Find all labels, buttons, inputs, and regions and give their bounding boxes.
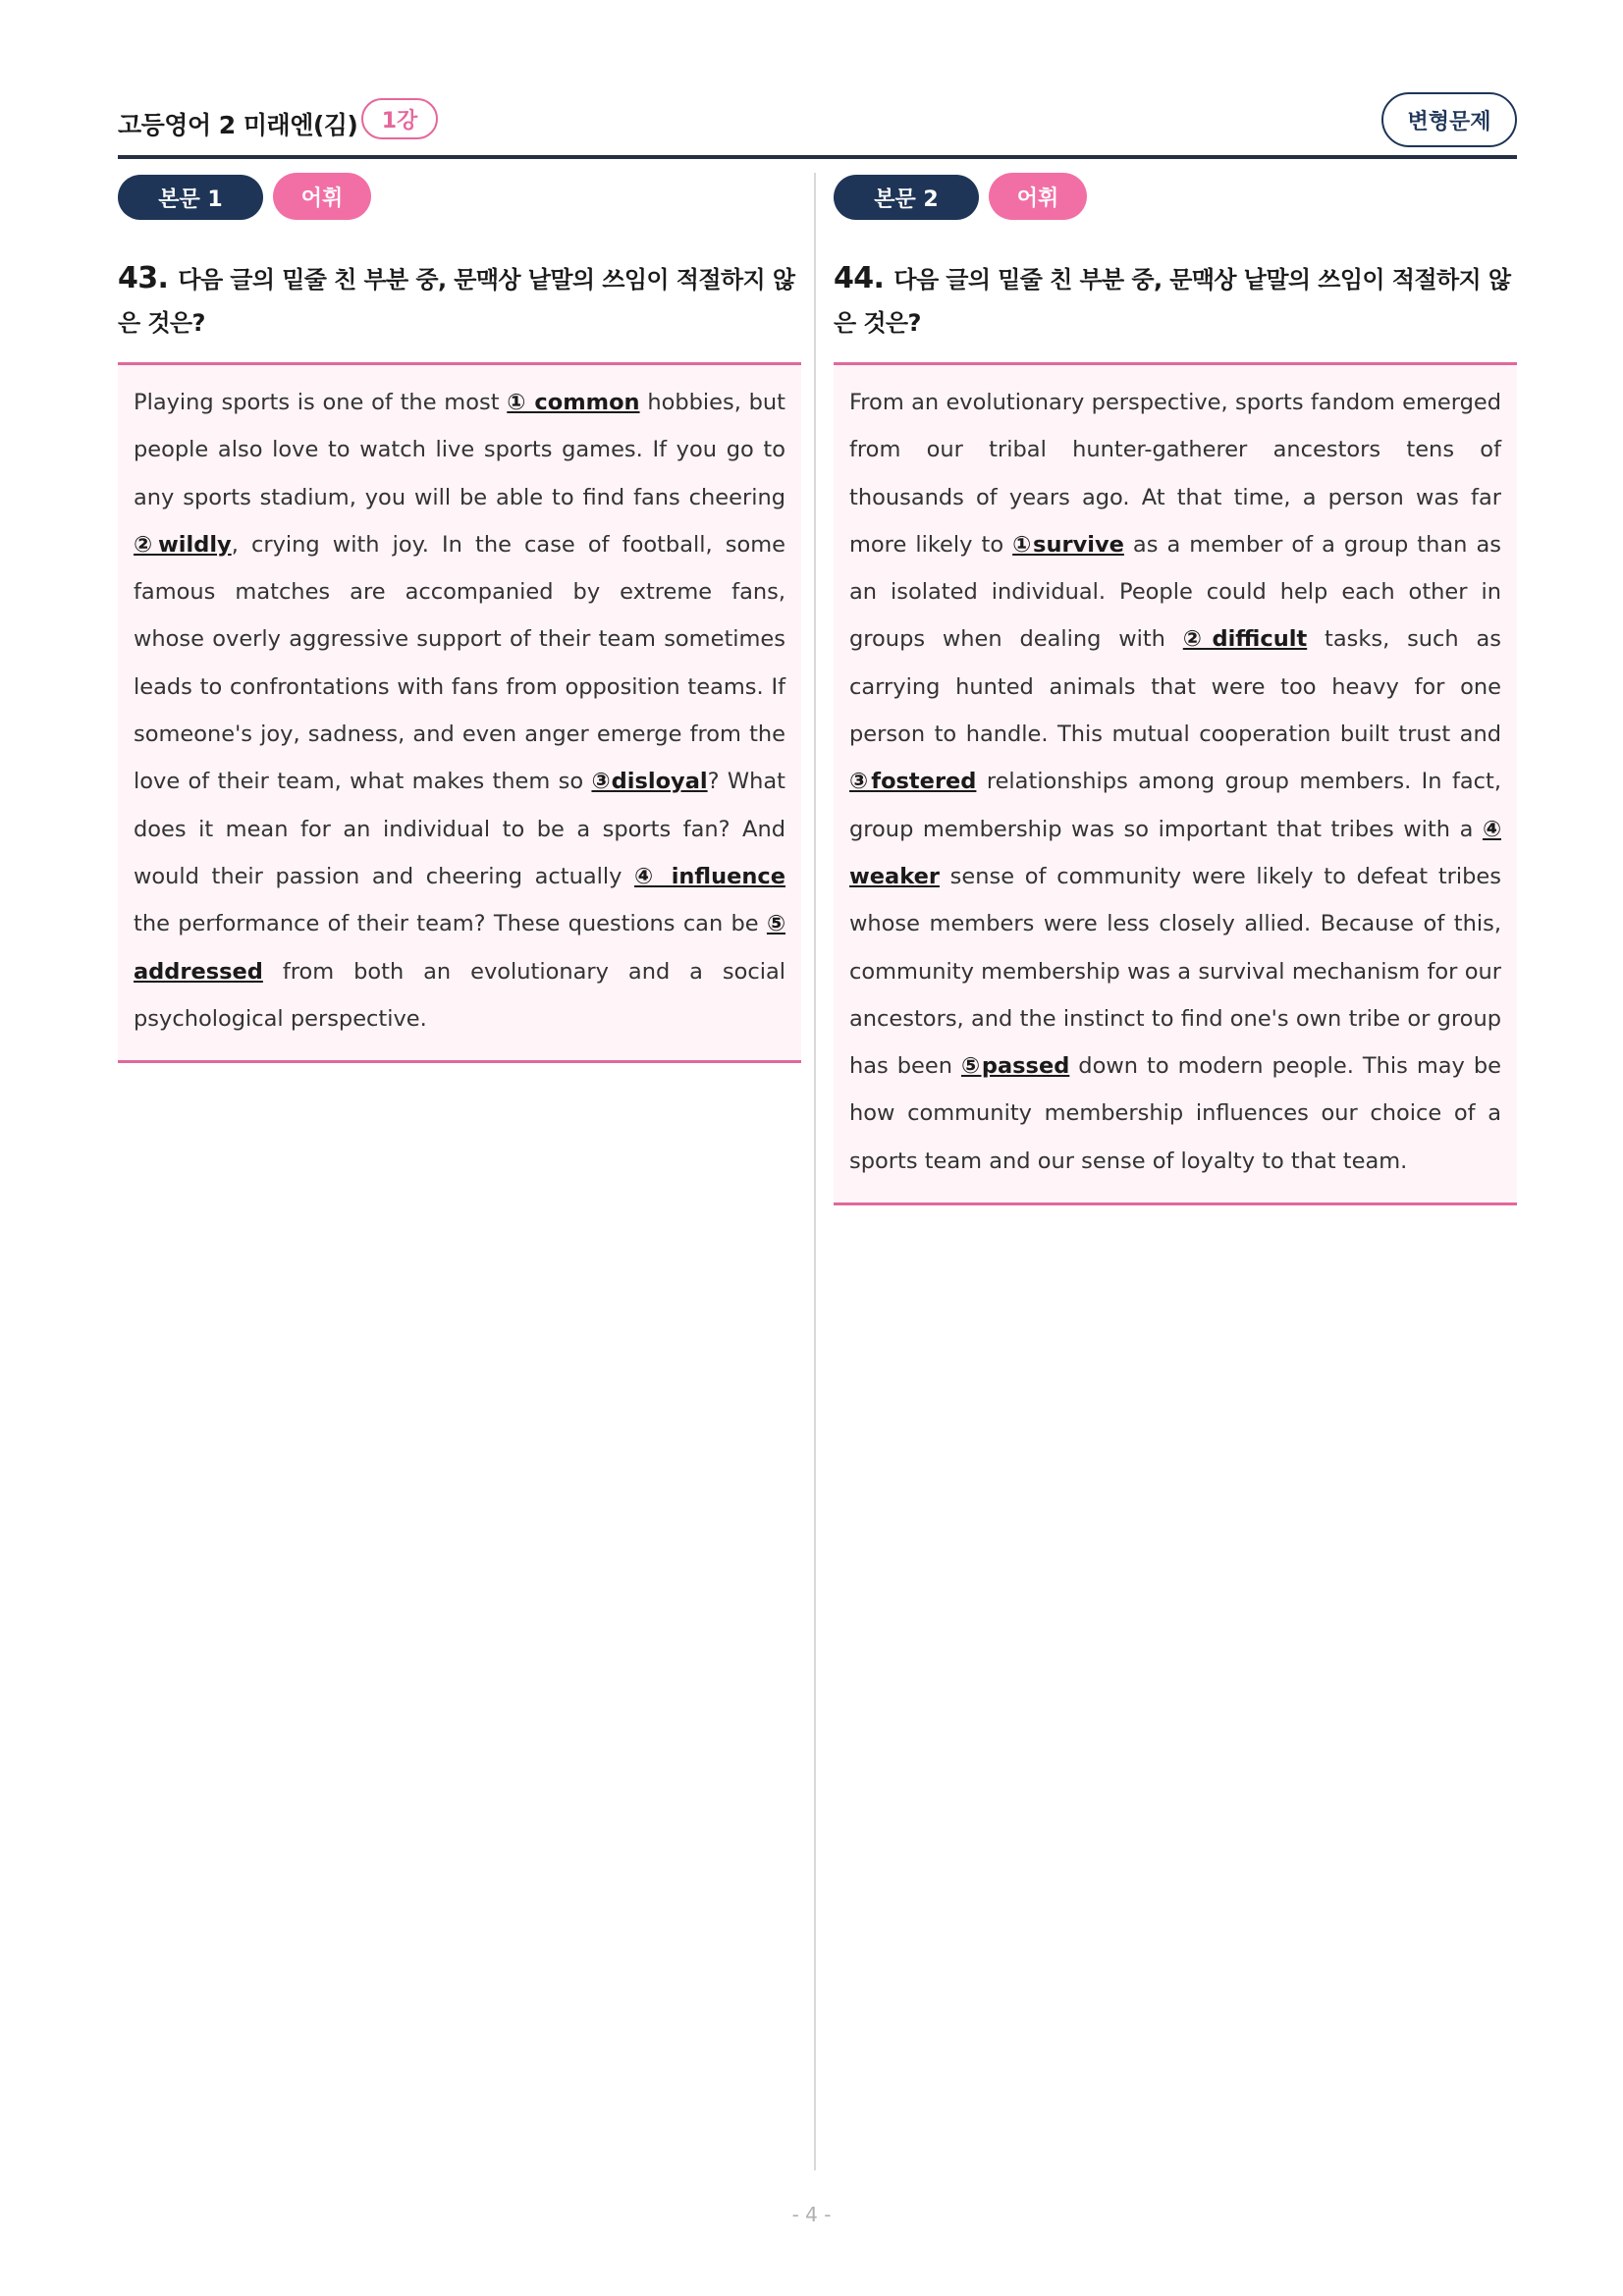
passage-tag: 본문 2 — [834, 175, 979, 220]
page-number: - 4 - — [791, 2203, 832, 2226]
question-number: 43. — [118, 261, 169, 295]
section-tags — [834, 173, 1517, 222]
question-43 — [118, 257, 801, 345]
underlined-choice: ②difficult — [1182, 626, 1308, 653]
underlined-choice: ④ weaker — [849, 816, 1501, 889]
problem-type-badge: 변형문제 — [1381, 92, 1517, 147]
underlined-choice: ⑤passed — [960, 1053, 1070, 1080]
underlined-choice: ③fostered — [849, 769, 977, 795]
underlined-choice: ②wildly — [134, 531, 232, 558]
question-text: 다음 글의 밑줄 친 부분 중, 문맥상 낱말의 쓰임이 적절하지 않은 것은? — [118, 266, 795, 337]
underlined-choice: ⑤ addressed — [134, 911, 785, 985]
passage-box: Playing sports is one of the most ① common hobbies, but people also love to watch live sports games. If you go to any sports stadium, you will be able to find fans cheering ②wildly, crying with joy. In the case of football, some famous matches are accompanied by extreme fans, whose overly aggressive support of their team sometimes leads to confrontations with fans from opposition teams. If someone's joy, sadness, and even anger emerge from the love of their team, what makes them so ③disloyal? What does it mean for an individual to be a sports fan? And would their passion and cheering actually ④ influence the performance of their team? These questions can be ⑤ addressed from both an evolutionary and a social psychological perspective. — [118, 362, 801, 1063]
right-column — [834, 173, 1517, 1205]
header-divider — [118, 155, 1517, 159]
column-divider — [814, 173, 816, 2170]
vocab-tag: 어휘 — [989, 173, 1087, 220]
lesson-badge: 1강 — [361, 98, 438, 139]
underlined-choice: ③disloyal — [591, 769, 708, 795]
passage-tag: 본문 1 — [118, 175, 263, 220]
vocab-tag: 어휘 — [273, 173, 371, 220]
underlined-choice: ①survive — [1012, 531, 1124, 558]
underlined-choice: ④ influence — [634, 863, 785, 889]
section-tags — [118, 173, 801, 222]
question-number: 44. — [834, 261, 885, 295]
question-text: 다음 글의 밑줄 친 부분 중, 문맥상 낱말의 쓰임이 적절하지 않은 것은? — [834, 266, 1511, 337]
passage-box: From an evolutionary perspective, sports fandom emerged from our tribal hunter-gatherer ancestors tens of thousands of years ago. At that time, a person was far more likely to ①survive as a member of a group than as an isolated individual. People could help each other in groups when dealing with ②difficult tasks, such as carrying hunted animals that were too heavy for one person to handle. This mutual cooperation built trust and ③fostered relationships among group members. In fact, group membership was so important that tribes with a ④ weaker sense of community were likely to defeat tribes whose members were less closely allied. Because of this, community membership was a survival mechanism for our ancestors, and the instinct to find one's own tribe or group has been ⑤passed down to modern people. This may be how community membership influences our choice of a sports team and our sense of loyalty to that team. — [834, 362, 1517, 1205]
page-header — [118, 92, 1517, 157]
question-44 — [834, 257, 1517, 345]
left-column — [118, 173, 801, 1063]
document-title: 고등영어 2 미래엔(김) — [118, 111, 358, 139]
underlined-choice: ① common — [507, 390, 640, 415]
